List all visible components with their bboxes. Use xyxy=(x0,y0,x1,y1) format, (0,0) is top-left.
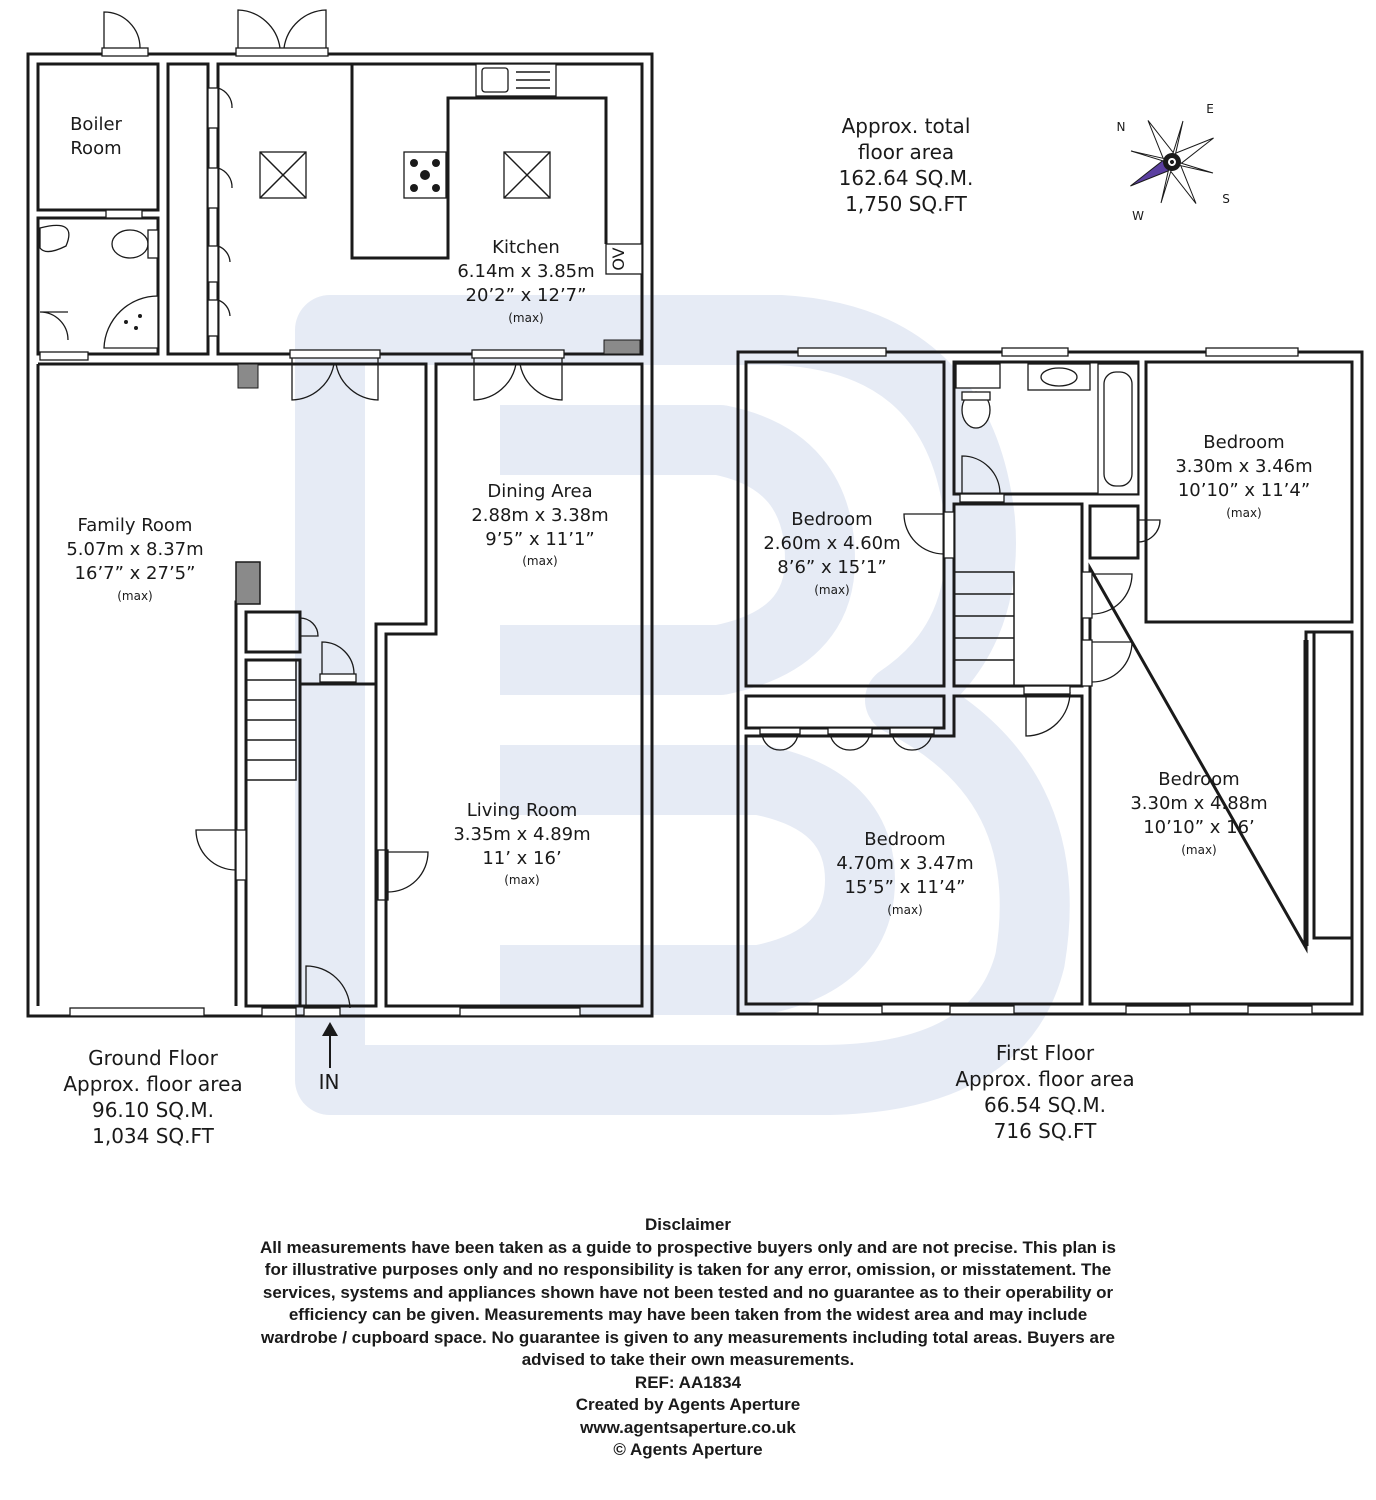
boiler-room-label-line2: Room xyxy=(70,138,122,159)
family-room-metric: 5.07m x 8.37m xyxy=(66,539,204,560)
disclaimer-line: wardrobe / cupboard space. No guarantee is given to any measurements including total areas. Buyers are xyxy=(260,1327,1116,1347)
bedroom-se-metric: 3.30m x 4.88m xyxy=(1130,793,1268,814)
compass-east-label: E xyxy=(1206,102,1214,116)
window-icon xyxy=(106,210,142,218)
window-icon xyxy=(1248,1006,1312,1014)
total-area-sqm: 162.64 SQ.M. xyxy=(838,166,974,190)
living-room-imperial: 11’ x 16’ xyxy=(482,848,562,869)
basin-icon xyxy=(1028,364,1090,390)
compass-rose-icon xyxy=(1106,96,1237,227)
disclaimer-line: for illustrative purposes only and no responsibility is taken for any error, omission, or misstatement. The xyxy=(264,1260,1112,1279)
bedroom-sw-imperial: 15’5” x 11’4” xyxy=(844,877,966,898)
oven-label: OV xyxy=(609,247,628,271)
reference-number: REF: AA1834 xyxy=(634,1372,742,1392)
first-floor-sqm: 66.54 SQ.M. xyxy=(983,1093,1107,1117)
boiler-room-label: Boiler xyxy=(70,114,122,135)
staircase-icon xyxy=(246,660,296,780)
dining-area-note: (max) xyxy=(522,554,558,568)
toilet-icon xyxy=(112,230,158,258)
total-area-line2: floor area xyxy=(857,140,955,164)
disclaimer-line: efficiency can be given. Measurements may have been taken from the widest area and may include xyxy=(288,1305,1088,1324)
bathtub-icon xyxy=(1098,364,1138,494)
bedroom-nw-door-icon xyxy=(904,514,944,554)
first-floor-sqft: 716 SQ.FT xyxy=(993,1119,1097,1143)
dining-area-imperial: 9’5” x 11’1” xyxy=(485,529,595,550)
toilet-icon xyxy=(962,392,990,428)
disclaimer-line: services, systems and appliances shown have not been tested and no guarantee as to their operability or xyxy=(262,1282,1114,1302)
utility-corridor-walls xyxy=(168,64,208,354)
window-icon xyxy=(1206,348,1298,356)
disclaimer-line: advised to take their own measurements. xyxy=(521,1350,855,1369)
window-icon xyxy=(818,1006,882,1014)
kitchen-name: Kitchen xyxy=(492,237,560,258)
disclaimer-title: Disclaimer xyxy=(645,1215,731,1234)
living-room-door-icon xyxy=(388,852,428,892)
bedroom-nw-name: Bedroom xyxy=(791,509,873,530)
hall-west-wall xyxy=(236,602,260,1006)
window-icon xyxy=(798,348,886,356)
kitchen-note: (max) xyxy=(508,311,544,325)
bedroom-sw-name: Bedroom xyxy=(864,829,946,850)
total-area-title: Approx. total xyxy=(841,114,971,138)
chimney-breast xyxy=(236,562,260,604)
airing-cupboard-walls xyxy=(1090,506,1138,558)
window-icon xyxy=(1002,348,1068,356)
website-link[interactable]: www.agentsaperture.co.uk xyxy=(580,1417,796,1437)
living-room-note: (max) xyxy=(504,873,540,887)
external-door-icon xyxy=(102,12,148,56)
family-room-imperial: 16’7” x 27’5” xyxy=(74,563,196,584)
skylight-icon xyxy=(260,152,306,198)
first-floor-area-label: Approx. floor area xyxy=(955,1067,1135,1091)
built-in-storage xyxy=(1314,632,1352,938)
window-icon xyxy=(460,1008,580,1016)
dining-area-name: Dining Area xyxy=(487,481,593,502)
shower-door-icon xyxy=(40,312,68,340)
bedroom-se-name: Bedroom xyxy=(1158,769,1240,790)
window-icon xyxy=(262,1008,296,1016)
window-icon xyxy=(70,1008,204,1016)
cupboard-door-icon xyxy=(1138,520,1160,542)
corridor-door-icons xyxy=(208,88,232,336)
window-icon xyxy=(40,352,88,360)
bedroom-ne-note: (max) xyxy=(1226,506,1262,520)
total-area-sqft: 1,750 SQ.FT xyxy=(845,192,967,216)
bedroom-sw-note: (max) xyxy=(887,903,923,917)
family-room-door-icon xyxy=(196,830,236,870)
bedroom-ne-name: Bedroom xyxy=(1203,432,1285,453)
hob-icon xyxy=(404,152,446,198)
entrance-label: IN xyxy=(318,1070,340,1094)
bedroom-se-imperial: 10’10” x 16’ xyxy=(1143,817,1255,838)
bedroom-nw-imperial: 8’6” x 15’1” xyxy=(777,557,887,578)
french-doors-icon xyxy=(472,350,564,400)
sink-icon xyxy=(476,64,556,96)
first-floor-name: First Floor xyxy=(995,1041,1095,1065)
flue-block xyxy=(238,364,258,388)
living-room-name: Living Room xyxy=(466,800,578,821)
compass-north-label: N xyxy=(1116,120,1126,134)
under-stairs-cupboard xyxy=(246,612,300,652)
skylight-icon xyxy=(504,152,550,198)
living-room-metric: 3.35m x 4.89m xyxy=(453,824,591,845)
window-icon xyxy=(1126,1006,1190,1014)
ground-floor-sqft: 1,034 SQ.FT xyxy=(92,1124,214,1148)
bedroom-nw-metric: 2.60m x 4.60m xyxy=(763,533,901,554)
compass-west-label: W xyxy=(1132,209,1144,223)
cabinet-icon xyxy=(956,364,1000,388)
basin-icon xyxy=(40,225,69,251)
french-doors-icon xyxy=(236,10,328,56)
family-room-name: Family Room xyxy=(77,515,193,536)
copyright-notice: © Agents Aperture xyxy=(613,1440,763,1459)
boiler-room-walls xyxy=(38,64,158,210)
kitchen-imperial: 20’2” x 12’7” xyxy=(465,285,587,306)
compass-south-label: S xyxy=(1222,192,1230,206)
bedroom-se-door-icon xyxy=(1092,642,1132,682)
creator-credit: Created by Agents Aperture xyxy=(575,1395,801,1414)
bedroom-ne-imperial: 10’10” x 11’4” xyxy=(1177,480,1311,501)
hallway-walls xyxy=(246,660,300,1006)
shower-tray-icon xyxy=(104,296,158,348)
ground-floor-name: Ground Floor xyxy=(88,1046,218,1070)
ground-floor-sqm: 96.10 SQ.M. xyxy=(91,1098,215,1122)
chimney-block xyxy=(604,340,640,354)
bedroom-sw-metric: 4.70m x 3.47m xyxy=(836,853,974,874)
disclaimer-block xyxy=(138,1214,1238,1462)
family-room-note: (max) xyxy=(117,589,153,603)
window-icon xyxy=(950,1006,1014,1014)
dining-area-metric: 2.88m x 3.38m xyxy=(471,505,609,526)
bedroom-sw-door-icon xyxy=(1026,692,1070,736)
bedroom-ne-metric: 3.30m x 3.46m xyxy=(1175,456,1313,477)
bedroom-nw-note: (max) xyxy=(814,583,850,597)
bedroom-se-note: (max) xyxy=(1181,843,1217,857)
ground-floor-area-label: Approx. floor area xyxy=(63,1072,243,1096)
disclaimer-line: All measurements have been taken as a guide to prospective buyers only and are not precise. This plan is xyxy=(260,1237,1116,1257)
kitchen-metric: 6.14m x 3.85m xyxy=(457,261,595,282)
